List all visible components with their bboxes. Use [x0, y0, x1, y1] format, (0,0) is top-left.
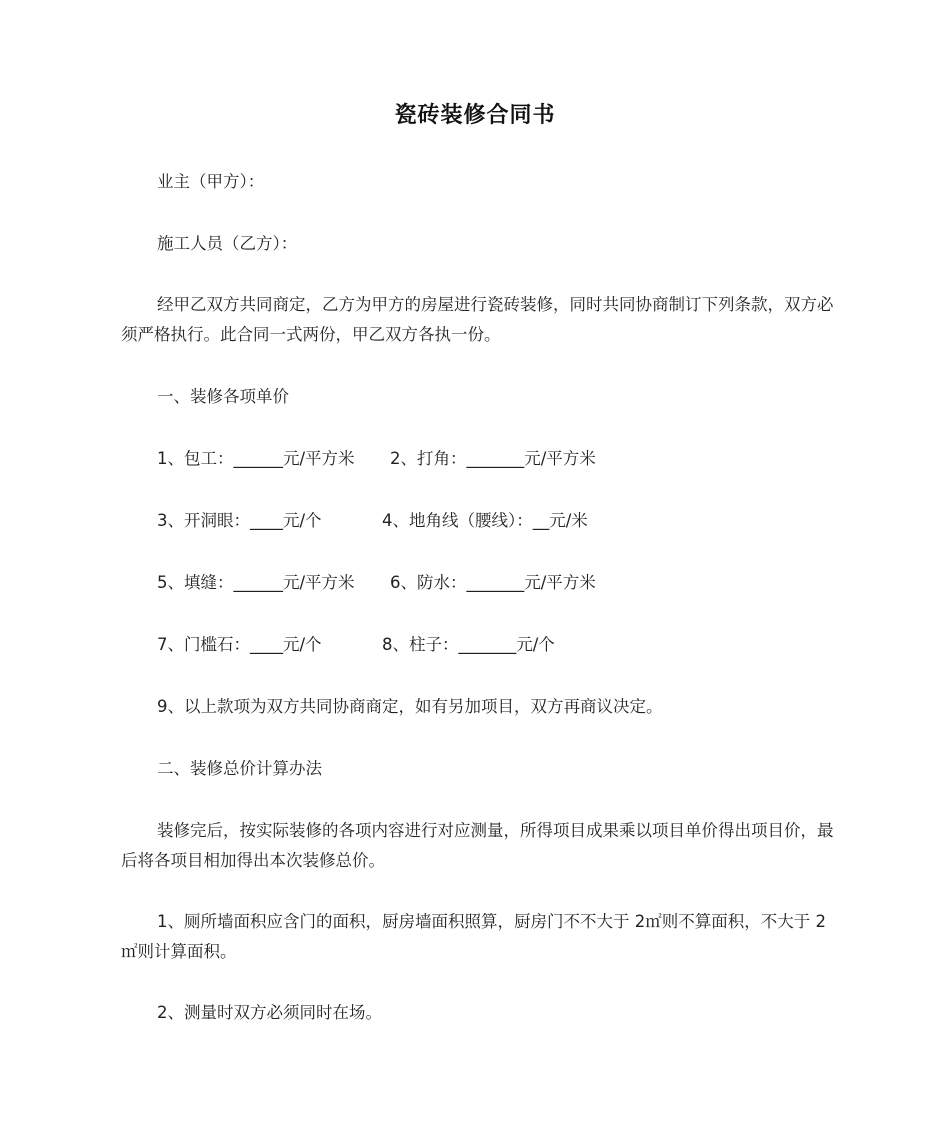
price-item-1: 1、包工：______元/平方米	[157, 449, 355, 468]
price-row	[157, 447, 596, 471]
price-item-8: 8、柱子：_______元/个	[382, 635, 555, 654]
rule-1-paragraph: 1、厕所墙面积应含门的面积，厨房墙面积照算，厨房门不不大于 2㎡则不算面积，不大于 2㎡则计算面积。	[121, 912, 826, 961]
rule-2-line: 2、测量时双方必须同时在场。	[157, 1003, 382, 1022]
price-item-7: 7、门槛石：____元/个	[157, 635, 322, 654]
price-item-4: 4、地角线（腰线）：__元/米	[382, 511, 588, 530]
price-item-2: 2、打角：_______元/平方米	[390, 449, 596, 468]
section2-heading: 二、装修总价计算办法	[157, 759, 322, 778]
item-9: 9、以上款项为双方共同协商商定，如有另加项目，双方再商议决定。	[157, 697, 663, 716]
price-row	[157, 571, 596, 595]
party-b-line: 施工人员（乙方）：	[157, 234, 298, 253]
price-item-6: 6、防水：_______元/平方米	[390, 573, 596, 592]
price-item-5: 5、填缝：______元/平方米	[157, 573, 355, 592]
section2-paragraph: 装修完后，按实际装修的各项内容进行对应测量，所得项目成果乘以项目单价得出项目价，最后将各项目相加得出本次装修总价。	[121, 821, 834, 870]
document-title: 瓷砖装修合同书	[394, 103, 556, 128]
price-row	[157, 633, 555, 657]
section1-heading: 一、装修各项单价	[157, 387, 289, 406]
price-item-3: 3、开洞眼：____元/个	[157, 511, 322, 530]
price-row	[157, 509, 588, 533]
party-a-line: 业主（甲方）：	[157, 172, 265, 191]
intro-paragraph: 经甲乙双方共同商定，乙方为甲方的房屋进行瓷砖装修，同时共同协商制订下列条款，双方必须严格执行。此合同一式两份，甲乙双方各执一份。	[121, 295, 834, 344]
